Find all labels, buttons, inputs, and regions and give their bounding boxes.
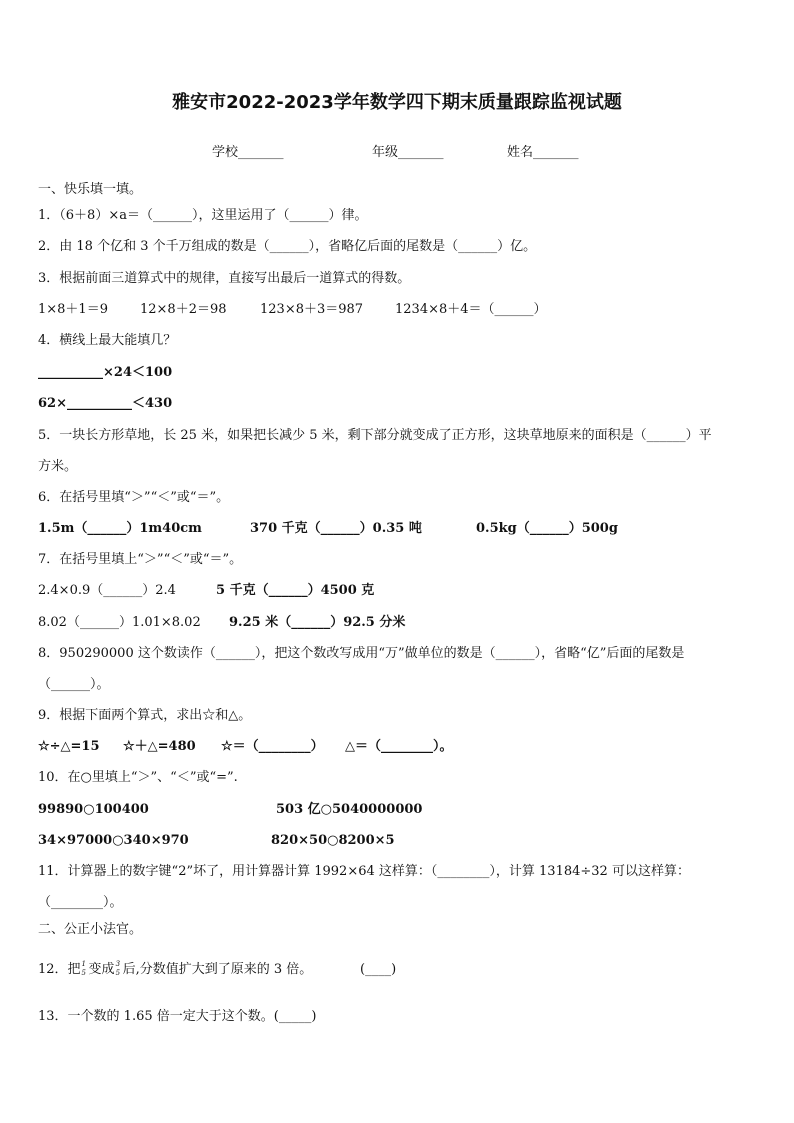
q10-item-3: 34×97000○340×970 xyxy=(38,833,189,848)
q3-equation-3: 123×8＋3＝987 xyxy=(260,302,364,317)
fraction-1-numerator: 1 xyxy=(81,960,87,968)
name-field: 姓名_______ xyxy=(507,145,579,160)
q6-item-3: 0.5kg（______）500g xyxy=(476,521,618,536)
question-10: 10．在○里填上“＞”、“＜”或“=”. xyxy=(38,770,238,785)
fraction-three-fifths xyxy=(115,961,123,979)
q12-suffix: 后,分数值扩大到了原来的 3 倍。 xyxy=(122,962,313,977)
q3-equation-1: 1×8＋1＝9 xyxy=(38,302,108,317)
q6-item-1: 1.5m（______）1m40cm xyxy=(38,521,202,536)
question-3: 3．根据前面三道算式中的规律，直接写出最后一道算式的得数。 xyxy=(38,271,411,286)
q12-middle: 变成 xyxy=(88,962,115,977)
page-title: 雅安市2022-2023学年数学四下期末质量跟踪监视试题 xyxy=(172,92,622,113)
question-8-line-2: （______）。 xyxy=(38,677,110,692)
fraction-1-denominator: 5 xyxy=(81,969,87,977)
q10-item-2: 503 亿○5040000000 xyxy=(276,802,423,817)
q9-item-1: ☆÷△=15 xyxy=(38,739,100,754)
q6-item-2: 370 千克（______）0.35 吨 xyxy=(250,521,422,536)
q7-item-3: 8.02（______）1.01×8.02 xyxy=(38,615,201,630)
q12-answer-blank: (____) xyxy=(360,962,397,977)
q7-item-2: 5 千克（______）4500 克 xyxy=(216,583,375,598)
q7-item-1: 2.4×0.9（______）2.4 xyxy=(38,583,176,598)
q10-item-4: 820×50○8200×5 xyxy=(271,833,395,848)
q9-item-3: ☆＝（________） xyxy=(221,739,324,754)
q4-line-2: 62×__________＜430 xyxy=(38,396,173,411)
question-5-line-1: 5．一块长方形草地，长 25 米，如果把长减少 5 米，剩下部分就变成了正方形，这块草地原来的面积是（______）平 xyxy=(38,428,712,443)
section-heading-2: 二、公正小法官。 xyxy=(38,922,143,937)
question-4: 4．横线上最大能填几？ xyxy=(38,333,177,348)
q3-equation-4: 1234×8＋4＝（______） xyxy=(395,302,547,317)
school-field: 学校_______ xyxy=(212,145,284,160)
question-2: 2．由 18 个亿和 3 个千万组成的数是（______），省略亿后面的尾数是（______）亿。 xyxy=(38,239,537,254)
fraction-2-numerator: 3 xyxy=(115,960,121,968)
q9-item-4: △＝（________）。 xyxy=(345,739,453,754)
question-5-line-2: 方米。 xyxy=(38,459,78,474)
question-12 xyxy=(38,961,312,979)
question-8-line-1: 8．950290000 这个数读作（______），把这个数改写成用“万”做单位的数是（______），省略“亿”后面的尾数是 xyxy=(38,646,685,661)
fraction-2-denominator: 5 xyxy=(115,969,121,977)
section-heading-1: 一、快乐填一填。 xyxy=(38,182,143,197)
grade-field: 年级_______ xyxy=(372,145,444,160)
q4-line-1: __________×24＜100 xyxy=(38,365,173,380)
q3-equation-2: 12×8＋2＝98 xyxy=(140,302,227,317)
question-11-line-2: （________）。 xyxy=(38,895,123,910)
question-7: 7．在括号里填上“＞”“＜”或“＝”。 xyxy=(38,552,243,567)
fraction-one-fifth xyxy=(81,961,89,979)
question-11-line-1: 11．计算器上的数字键“2”坏了，用计算器计算 1992×64 这样算：（________），计算 13184÷32 可以这样算： xyxy=(38,864,690,879)
q10-item-1: 99890○100400 xyxy=(38,802,149,817)
q9-item-2: ☆＋△=480 xyxy=(123,739,196,754)
question-6: 6．在括号里填“＞”“＜”或“＝”。 xyxy=(38,490,230,505)
q12-prefix: 12．把 xyxy=(38,962,81,977)
question-13: 13．一个数的 1.65 倍一定大于这个数。(_____) xyxy=(38,1009,317,1024)
question-1: 1．（6＋8）×a＝（______），这里运用了（______）律。 xyxy=(38,208,368,223)
q7-item-4: 9.25 米（______）92.5 分米 xyxy=(229,615,406,630)
question-9: 9．根据下面两个算式，求出☆和△。 xyxy=(38,708,252,723)
